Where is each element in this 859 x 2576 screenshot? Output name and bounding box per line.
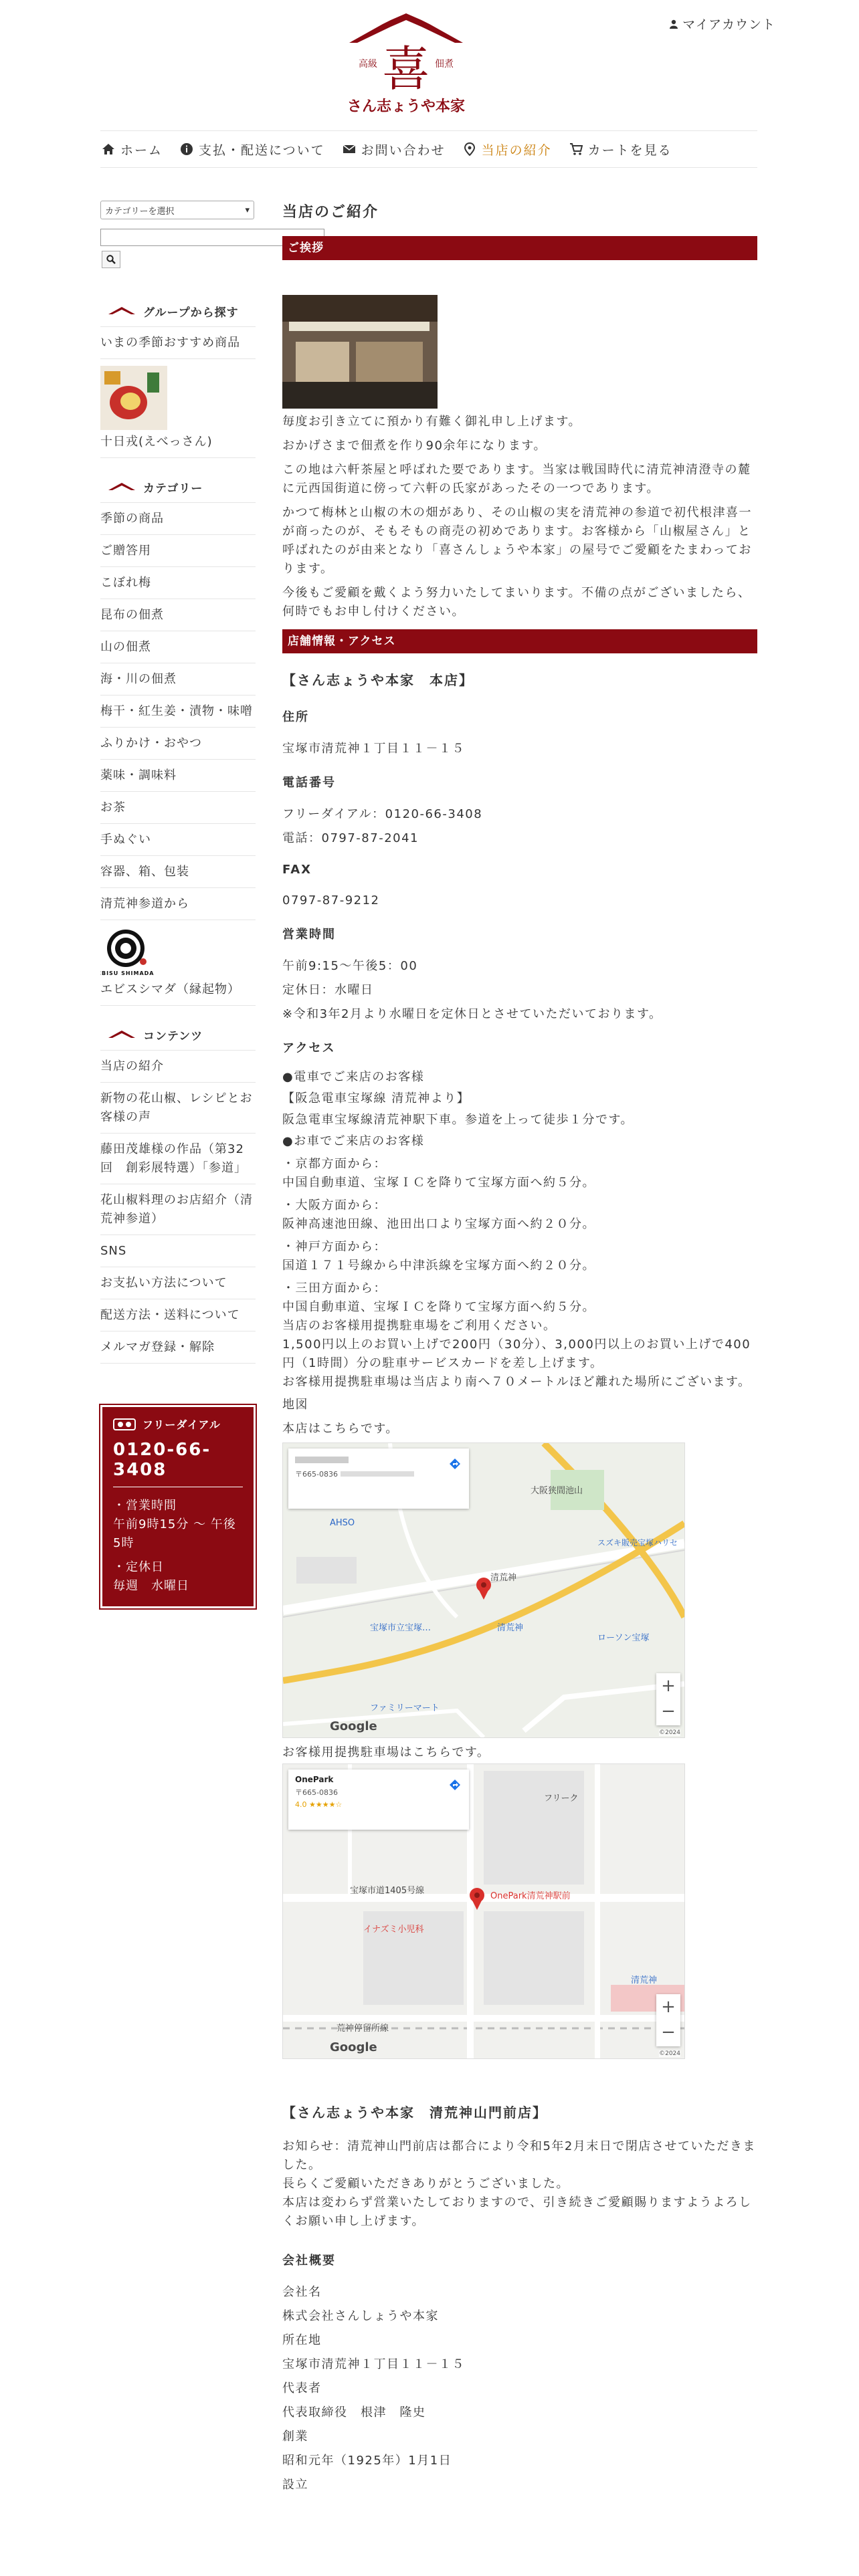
company-title: 会社概要 (282, 2254, 336, 2268)
info-icon (180, 142, 193, 156)
access-line: 中国自動車道、宝塚ＩＣを降りて宝塚方面へ約５分。 (282, 1176, 595, 1190)
store1-info (282, 669, 757, 2059)
greeting-p5: 今後もご愛顧を戴くよう努力いたしてまいります。不備の点がございましたら、何時でもお申し付けください。 (282, 586, 751, 619)
nav-home[interactable] (102, 140, 180, 158)
access-line: 阪急電車宝塚線清荒神駅下車。参道を上って徒歩１分です。 (282, 1113, 634, 1127)
contents-title-text: コンテンツ (143, 1029, 203, 1043)
access-line: 本店はこちらです。 (282, 1422, 399, 1436)
access-text (282, 1068, 757, 1438)
home-icon (102, 142, 115, 156)
freedial-title-text: フリーダイアル (142, 1418, 221, 1431)
store2-notice-2: 長らくご愛顧いただきありがとうございました。 (282, 2177, 569, 2191)
sidebar-item-umi-kawa[interactable] (100, 663, 256, 695)
closed-title: ・定休日 (113, 1560, 164, 1574)
sidebar-item-hanasansho[interactable] (100, 1083, 256, 1134)
parking-info-zip: 〒665-0836 (295, 1788, 338, 1797)
map-label: イナズミ小児科 (363, 1925, 424, 1935)
zoom-in-button[interactable]: + (661, 1997, 676, 2017)
freedial-icon (113, 1418, 136, 1430)
logo-kanji: 喜 (381, 41, 431, 97)
freedial-value: フリーダイアル：0120-66-3408 (282, 807, 483, 821)
sidebar-item-seasonal[interactable] (100, 503, 256, 535)
sidebar-item-label: 藤田茂雄様の作品（第32回 創彩展特選）「参道」 (100, 1142, 247, 1175)
sidebar-item-tea[interactable] (100, 792, 256, 824)
nav-about[interactable] (463, 140, 569, 158)
store2-info (282, 2102, 757, 2231)
map-copyright: ©2024 (659, 2050, 680, 2057)
phone-label: 電話番号 (282, 776, 336, 790)
google-logo: Google (330, 1719, 377, 1733)
hours-value: 午前9時15分 〜 午後5時 (113, 1517, 236, 1550)
sidebar-item-newsletter[interactable] (100, 1331, 256, 1364)
map-label: AHSO (330, 1518, 355, 1528)
sidebar-item-label: 配送方法・送料について (100, 1308, 240, 1322)
roof-icon (108, 482, 135, 492)
group-title-text: グループから探す (143, 306, 239, 320)
company-row: 代表取締役 根津 隆史 (282, 2405, 426, 2420)
access-line: 国道１７１号線から中津浜線を宝塚方面へ約２０分。 (282, 1259, 595, 1273)
access-line: 【阪急電車宝塚線 清荒神より】 (282, 1091, 470, 1105)
directions-icon[interactable] (449, 1779, 461, 1791)
store2-notice-1: お知らせ：清荒神山門前店は都合により令和5年2月末日で閉店させていただきました。 (282, 2139, 756, 2172)
sidebar-item-sns[interactable] (100, 1235, 256, 1267)
sidebar-item-fujita[interactable] (100, 1134, 256, 1184)
map-label: 大阪狭間池山 (531, 1486, 583, 1496)
main-content (282, 201, 757, 2494)
sidebar-item-payment[interactable] (100, 1267, 256, 1299)
map-copyright: ©2024 (659, 1729, 680, 1736)
sidebar-item-kombu[interactable] (100, 599, 256, 631)
fax-value: 0797-87-9212 (282, 893, 380, 907)
site-logo[interactable] (343, 12, 470, 119)
sidebar-item-label: ご贈答用 (100, 544, 151, 558)
sidebar-item-tenugui[interactable] (100, 824, 256, 856)
sidebar-item-gift[interactable] (100, 535, 256, 567)
chevron-down-icon: ▾ (245, 205, 250, 215)
greeting-section-bar: ご挨拶 (282, 236, 757, 260)
company-row: 昭和元年（1925年）1月1日 (282, 2454, 452, 2468)
sidebar-item-label: 海・川の佃煮 (100, 672, 177, 686)
access-line: お客様用提携駐車場は当店より南へ７０メートルほど離れた場所にございます。 (282, 1375, 751, 1389)
access-line: ・神戸方面から： (282, 1240, 387, 1254)
logo-name: さん志ょうや本家 (347, 98, 466, 115)
mail-icon (343, 142, 356, 156)
nav-home-label: ホーム (120, 142, 163, 158)
directions-icon[interactable] (449, 1458, 461, 1470)
parking-info-title: OnePark (295, 1775, 334, 1784)
store-photo (282, 295, 438, 409)
sidebar-item-label: 十日戎(えべっさん) (100, 435, 213, 449)
google-logo: Google (330, 2040, 377, 2054)
access-line: 中国自動車道、宝塚ＩＣを降りて宝塚方面へ約５分。 (282, 1300, 595, 1314)
sidebar-item-label: 梅干・紅生姜・漬物・味噌 (100, 704, 253, 718)
sidebar (100, 201, 256, 1593)
search-button[interactable] (102, 251, 120, 268)
company-row: 代表者 (282, 2381, 322, 2395)
company-row: 設立 (282, 2478, 308, 2492)
map-label: フリーク (544, 1794, 579, 1804)
sidebar-item-sando[interactable] (100, 888, 256, 920)
sidebar-item-label: SNS (100, 1244, 127, 1258)
parking-info-card[interactable] (288, 1769, 469, 1830)
access-line: ・京都方面から： (282, 1157, 387, 1171)
sidebar-item-label: 薬味・調味料 (100, 768, 177, 782)
search-icon (106, 255, 116, 264)
my-account-link[interactable] (669, 15, 775, 33)
sidebar-item-about[interactable] (100, 1051, 256, 1083)
company-row: 会社名 (282, 2285, 322, 2299)
zoom-out-button[interactable]: − (661, 1701, 676, 1721)
sidebar-item-label: お支払い方法について (100, 1276, 227, 1290)
greeting-p3: この地は六軒茶屋と呼ばれた要であります。当家は戦国時代に清荒神清澄寺の麓に元西国街道に傍って六軒の氏家があったその一つであります。 (282, 463, 751, 496)
map-label: 宝塚市立宝塚… (370, 1623, 432, 1633)
contents-section-title (100, 1019, 256, 1051)
sidebar-item-label: 昆布の佃煮 (100, 608, 164, 622)
greeting-p1: 毎度お引き立てに預かり有難く御礼申し上げます。 (282, 415, 582, 429)
company-row: 創業 (282, 2430, 308, 2444)
sidebar-item-label: 清荒神参道から (100, 897, 189, 911)
group-section-title (100, 296, 256, 327)
ebisu-shimada-logo[interactable] (100, 927, 154, 980)
map-info-card[interactable] (288, 1448, 469, 1509)
access-line: 1,500円以上のお買い上げで200円（30分）、3,000円以上のお買い上げで400円（1時間）分の駐車サービスカードを差し上げます。 (282, 1337, 751, 1370)
fax-label: FAX (282, 863, 312, 877)
user-icon (669, 19, 678, 29)
category-select-value: カテゴリーを選択 (105, 206, 175, 217)
map-label: 荒神停留所線 (337, 2024, 389, 2034)
access-line: ・大阪方面から： (282, 1198, 387, 1212)
roof-icon (108, 306, 135, 316)
company-row: 所在地 (282, 2333, 322, 2347)
logo-sub-right: 佃煮 (435, 59, 454, 70)
toka-ebisu-image[interactable] (100, 366, 167, 430)
map-label: OnePark清荒神駅前 (490, 1891, 571, 1901)
tel-value: 電話：0797-87-2041 (282, 831, 419, 845)
closed-note: ※令和3年2月より水曜日を定休日とさせていただいております。 (282, 1007, 662, 1021)
map-label: 清荒神 (631, 1975, 658, 1985)
store1-name: 【さん志ょうや本家 本店】 (282, 672, 474, 688)
map-label: 清荒神 (490, 1573, 517, 1583)
address-value: 宝塚市清荒神１丁目１１－１５ (282, 742, 465, 756)
company-info (282, 2251, 757, 2494)
sidebar-item-ebisu-shimada[interactable] (100, 920, 256, 1006)
access-line: 当店のお客様用提携駐車場をご利用ください。 (282, 1319, 557, 1333)
sidebar-item-toka-ebisu[interactable] (100, 359, 256, 458)
map-zoom-control[interactable] (656, 1994, 680, 2046)
nav-cart-label: カートを見る (587, 142, 672, 158)
address-label: 住所 (282, 710, 309, 724)
map-label: ファミリーマート (370, 1703, 440, 1713)
sidebar-item-restaurants[interactable] (100, 1184, 256, 1235)
sidebar-item-label: 容器、箱、包装 (100, 865, 189, 879)
access-line: ・三田方面から： (282, 1281, 387, 1295)
map-station-label: 清荒神 (497, 1623, 524, 1633)
nav-contact-label: お問い合わせ (361, 142, 446, 158)
map-zoom-control[interactable] (656, 1673, 680, 1725)
category-title-text: カテゴリー (143, 481, 203, 496)
nav-about-label: 当店の紹介 (481, 142, 552, 158)
greeting-p2: おかげさまで佃煮を作り90余年になります。 (282, 439, 547, 453)
sidebar-item-shipping[interactable] (100, 1299, 256, 1331)
access-line: ●電車でご来店のお客様 (282, 1070, 425, 1084)
access-line: 地図 (282, 1398, 308, 1412)
closed-value-main: 定休日：水曜日 (282, 983, 374, 997)
hours-value-main: 午前9:15〜午後5：00 (282, 959, 418, 973)
cart-icon (569, 142, 583, 156)
company-row: 株式会社さんしょうや本家 (282, 2309, 439, 2323)
map-pin-icon (463, 142, 476, 156)
parking-map[interactable] (282, 1763, 685, 2059)
map-label: スズキ販売宝塚ハリセ (597, 1538, 678, 1547)
freedial-number[interactable]: 0120-66-3408 (113, 1440, 243, 1487)
sidebar-item-label: 季節の商品 (100, 512, 164, 526)
hours-label: 営業時間 (282, 928, 336, 942)
roof-icon (108, 1030, 135, 1039)
hours-title: ・営業時間 (113, 1499, 177, 1513)
sidebar-item-yakumi[interactable] (100, 760, 256, 792)
map-info-zip: 〒665-0836 (295, 1470, 338, 1479)
map-label: ローソン宝塚 (597, 1633, 650, 1643)
store2-name: 【さん志ょうや本家 清荒神山門前店】 (282, 2105, 547, 2121)
sidebar-item-umeboshi[interactable] (100, 695, 256, 728)
sidebar-item-label: お茶 (100, 800, 126, 815)
store-map[interactable] (282, 1442, 685, 1738)
main-nav (100, 130, 757, 168)
svg-text:EBISU SHIMADA: EBISU SHIMADA (100, 970, 154, 976)
sidebar-item-label: 当店の紹介 (100, 1059, 164, 1073)
nav-payment-label: 支払・配送について (199, 142, 325, 158)
sidebar-item-label: 新物の花山椒、レシピとお客様の声 (100, 1091, 253, 1124)
sidebar-item-label: 山の佃煮 (100, 640, 151, 654)
category-section-title (100, 471, 256, 503)
sidebar-item-koboreume[interactable] (100, 567, 256, 599)
sidebar-item-furikake[interactable] (100, 728, 256, 760)
sidebar-item-season-recommend[interactable] (100, 327, 256, 359)
access-label: アクセス (282, 1041, 336, 1055)
closed-value: 毎週 水曜日 (113, 1579, 189, 1593)
sidebar-item-label: いまの季節おすすめ商品 (100, 336, 241, 350)
page-title: 当店のご紹介 (282, 204, 379, 221)
zoom-in-button[interactable]: + (661, 1676, 676, 1696)
sidebar-item-label: 手ぬぐい (100, 833, 151, 847)
parking-caption: お客様用提携駐車場はこちらです。 (282, 1745, 490, 1759)
nav-payment-shipping[interactable] (180, 140, 343, 158)
freedial-title (113, 1416, 243, 1432)
logo-sub-left: 高級 (359, 59, 377, 70)
freedial-box (100, 1405, 256, 1608)
access-line: 阪神高速池田線、池田出口より宝塚方面へ約２０分。 (282, 1217, 595, 1231)
access-section-bar: 店舗情報・アクセス (282, 629, 757, 653)
sidebar-item-label: こぼれ梅 (100, 576, 151, 590)
map-label: 宝塚市道1405号線 (350, 1886, 425, 1896)
nav-cart[interactable] (569, 140, 690, 158)
sidebar-item-yama[interactable] (100, 631, 256, 663)
category-select[interactable] (100, 201, 254, 219)
my-account-label: マイアカウント (682, 17, 775, 32)
zoom-out-button[interactable]: − (661, 2022, 676, 2042)
sidebar-item-label: 花山椒料理のお店紹介（清荒神参道） (100, 1193, 253, 1226)
nav-contact[interactable] (343, 140, 463, 158)
sidebar-item-label: エビスシマダ（縁起物） (100, 982, 240, 996)
sidebar-item-container[interactable] (100, 856, 256, 888)
sidebar-item-label: ふりかけ・おやつ (100, 736, 202, 750)
greeting-p4: かつて梅林と山椒の木の畑があり、その山椒の実を清荒神の参道で初代根津喜一が商ったのが、そもそもの商売の初めであります。お客様から「山椒屋さん」と呼ばれたのが由来となり「喜さんしょうや本家」の屋号でご愛顧をたまわっております。 (282, 506, 752, 576)
access-line: ●お車でご来店のお客様 (282, 1134, 425, 1148)
sidebar-item-label: メルマガ登録・解除 (100, 1340, 215, 1354)
parking-rating: 4.0 ★★★★☆ (295, 1800, 343, 1809)
store2-notice-3: 本店は変わらず営業いたしておりますので、引き続きご愛顧賜りますようよろしくお願い申し上げます。 (282, 2195, 752, 2228)
greeting-text (282, 413, 757, 621)
company-row: 宝塚市清荒神１丁目１１－１５ (282, 2357, 465, 2371)
